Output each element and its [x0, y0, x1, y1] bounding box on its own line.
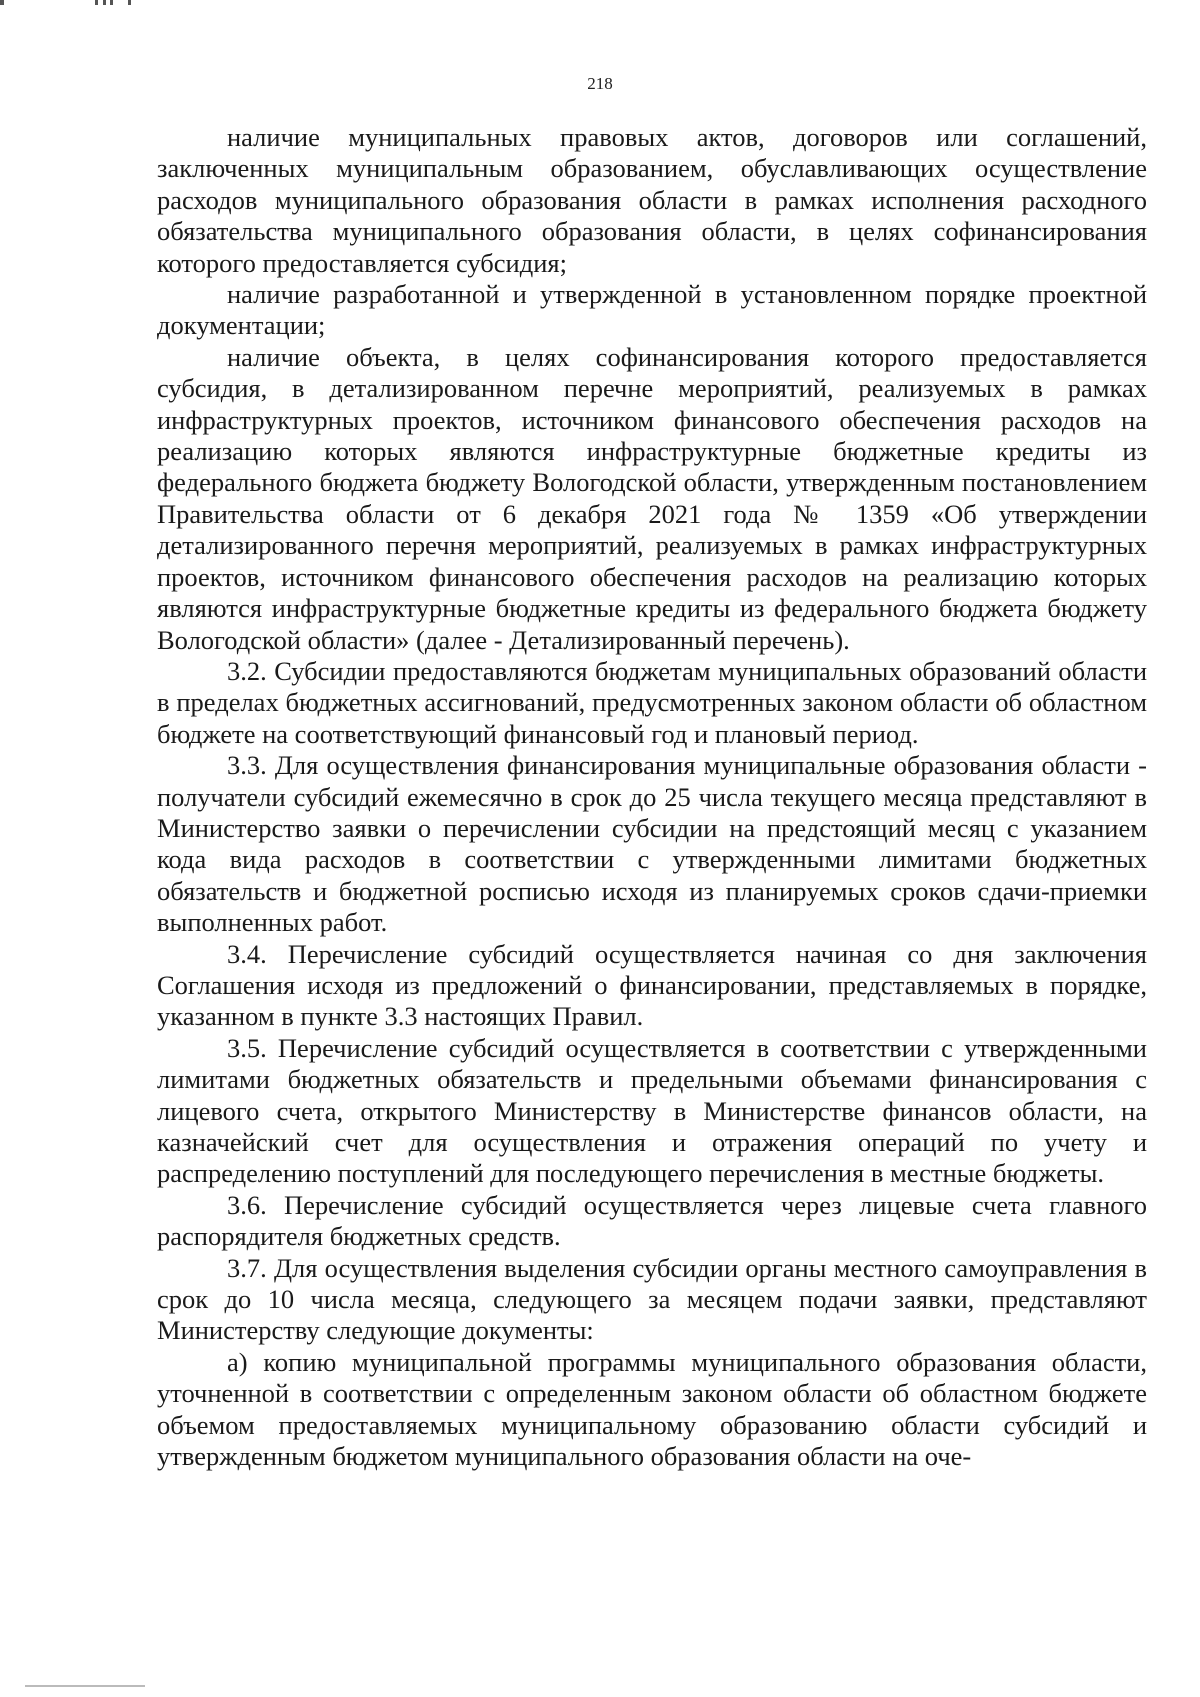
paragraph-3-2: 3.2. Субсидии предоставляются бюджетам муниципальных образований области в пределах бюджетных ассигнований, предусмотренных законом области об областном бюджете на соответствующий финансовый год и плановый период. — [157, 655, 1147, 749]
paragraph-project-documentation: наличие разработанной и утвержденной в установленном порядке проектной документации; — [157, 279, 1147, 341]
paragraph-3-6: 3.6. Перечисление субсидий осуществляется через лицевые счета главного распорядителя бюджетных средств. — [157, 1189, 1147, 1252]
page-number: 218 — [587, 74, 613, 93]
paragraph-3-7: 3.7. Для осуществления выделения субсидии органы местного самоуправления в срок до 10 числа месяца, следующего за месяцем подачи заявки, представляют Министерству следующие документы: — [157, 1252, 1147, 1346]
scan-edge-mark — [0, 0, 150, 6]
document-body — [157, 122, 1147, 1472]
scan-bottom-mark — [25, 1685, 145, 1687]
paragraph-municipal-acts: наличие муниципальных правовых актов, договоров или соглашений, заключенных муниципальным образованием, обуславливающих осуществление расходов муниципального образования области в рамках исполнения расходного обязательства муниципального образования области, в целях софинансирования которого предоставляется субсидия; — [157, 122, 1147, 278]
paragraph-3-5: 3.5. Перечисление субсидий осуществляется в соответствии с утвержденными лимитами бюджетных обязательств и предельными объемами финансирования с лицевого счета, открытого Министерству в Министерстве финансов области, на казначейский счет для осуществления и отражения операций по учету и распределению поступлений для последующего перечисления в местные бюджеты. — [157, 1032, 1147, 1189]
paragraph-detailed-list: наличие объекта, в целях софинансирования которого предоставляется субсидия, в детализированном перечне мероприятий, реализуемых в рамках инфраструктурных проектов, источником финансового обеспечения расходов на реализацию которых являются инфраструктурные бюджетные кредиты из федерального бюджета бюджету Вологодской области, утвержденным постановлением Правительства области от 6 декабря 2021 года № 1359 «Об утверждении детализированного перечня мероприятий, реализуемых в рамках инфраструктурных проектов, источником финансового обеспечения расходов на реализацию которых являются инфраструктурные бюджетные кредиты из федерального бюджета бюджету Вологодской области» (далее - Детализированный перечень). — [157, 341, 1147, 655]
paragraph-3-3: 3.3. Для осуществления финансирования муниципальные образования области - получатели субсидий ежемесячно в срок до 25 числа текущего месяца представляют в Министерство заявки о перечислении субсидии на предстоящий месяц с указанием кода вида расходов в соответствии с утвержденными лимитами бюджетных обязательств и бюджетной росписью исходя из планируемых сроков сдачи-приемки выполненных работ. — [157, 750, 1147, 938]
paragraph-3-7-a: а) копию муниципальной программы муниципального образования области, уточненной в соответствии с определенным законом области об областном бюджете объемом предоставляемых муниципальному образованию области субсидий и утвержденным бюджетом муниципального образования области на оче- — [157, 1346, 1147, 1472]
paragraph-3-4: 3.4. Перечисление субсидий осуществляется начиная со дня заключения Соглашения исходя из предложений о финансировании, представляемых в порядке, указанном в пункте 3.3 настоящих Правил. — [157, 938, 1147, 1032]
